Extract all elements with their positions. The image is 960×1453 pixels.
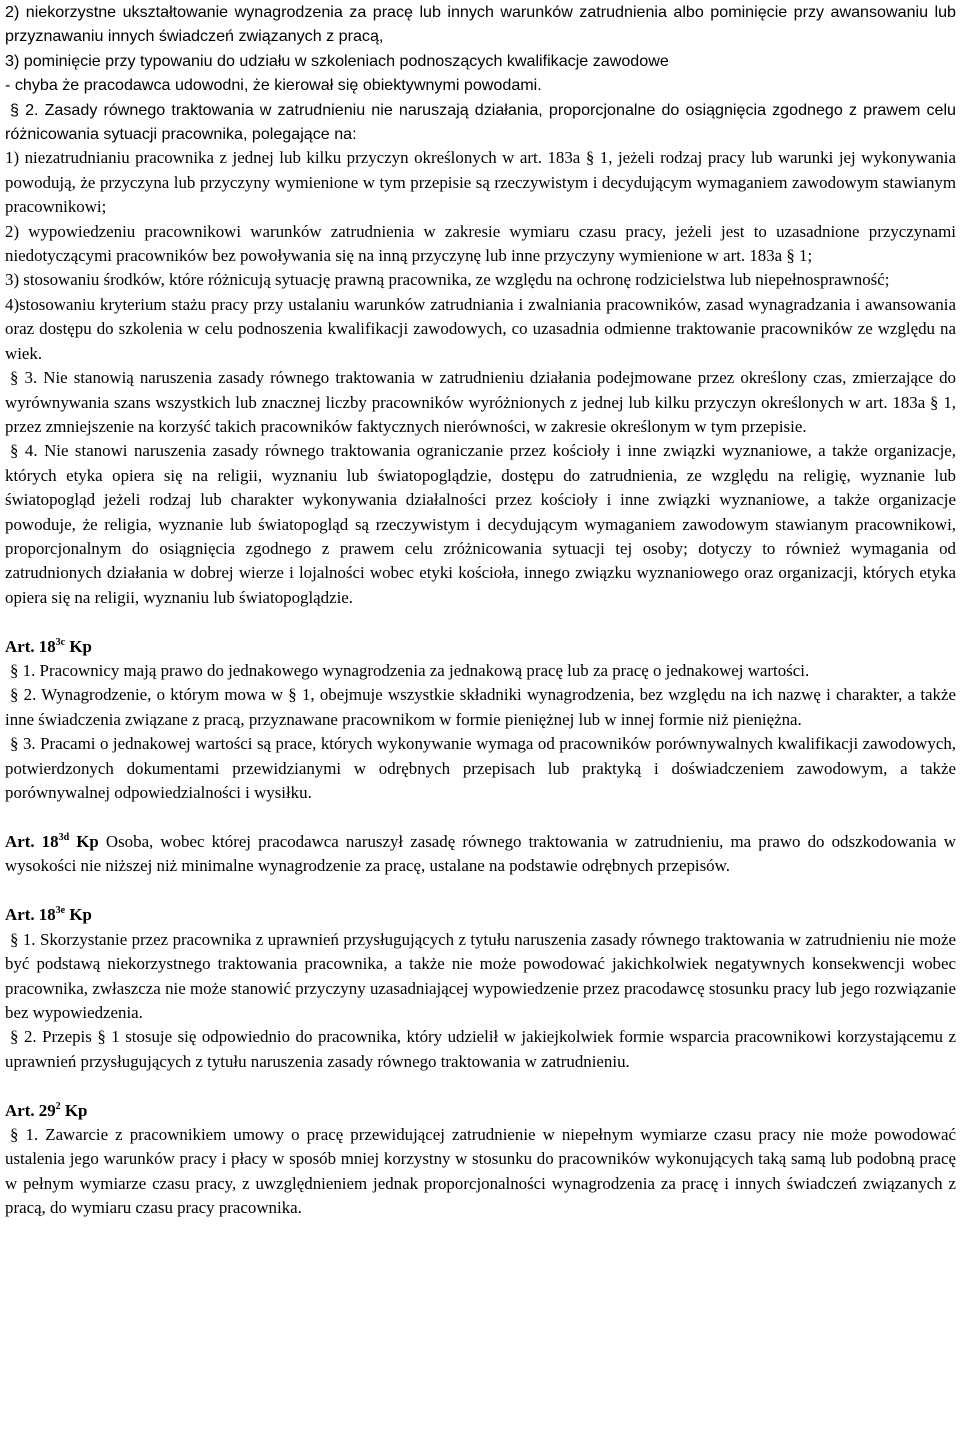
document-page [5,0,956,1221]
paragraph-section-2-point-2: 2) wypowiedzeniu pracownikowi warunków zatrudnienia w zakresie wymiaru czasu pracy, jeżeli jest to uzasadnione przyczynami niedotyczącymi pracowników bez powoływania się na inną przyczynę lub inne przyczyny wymienione w art. 183a § 1; [5,221,956,266]
paragraph-exception: - chyba że pracodawca udowodni, że kierował się obiektywnymi powodami. [5,76,542,95]
article-heading-18-3c: Art. $18^{3c}$ Kp [5,636,92,656]
paragraph-section-2-point-1: 1) niezatrudnianiu pracownika z jednej lub kilku przyczyn określonych w art. 183a § 1, jeżeli rodzaj pracy lub warunki jej wykonywania powodują, że przyczyna lub przyczyny wymienione w tym przepisie są rzeczywistym i decydującym wymaganiem zawodowym stawianym pracownikowi; [5,148,956,217]
article-29-2-section-1: § 1. Zawarcie z pracownikiem umowy o pracę przewidującej zatrudnienie w niepełnym wymiarze czasu pracy nie może powodować ustalenia jego warunków pracy i płacy w sposób mniej korzystny w stosunku do pracowników wykonujących taką samą lub podobną pracę w pełnym wymiarze czasu pracy, z uwzględnieniem jednak proporcjonalności wynagrodzenia za pracę i innych świadczeń związanych z pracą, do wymiaru czasu pracy pracownika. [5,1125,956,1218]
article-18-3c-section-2: § 2. Wynagrodzenie, o którym mowa w § 1, obejmuje wszystkie składniki wynagrodzenia, bez względu na ich nazwę i charakter, a także inne świadczenia związane z pracą, przyznawane pracownikom w formie pieniężnej lub w innej formie niż pieniężna. [5,685,956,729]
article-18-3c-section-3: § 3. Pracami o jednakowej wartości są prace, których wykonywanie wymaga od pracowników porównywalnych kwalifikacji zawodowych, potwierdzonych dokumentami przewidzianymi w odrębnych przepisach lub praktyką i doświadczeniem zawodowym, a także porównywalnej odpowiedzialności i wysiłku. [5,734,956,803]
paragraph-section-4: § 4. Nie stanowi naruszenia zasady równego traktowania ograniczanie przez kościoły i inne związki wyznaniowe, a także organizacje, których etyka opiera się na religii, wyznaniu lub światopoglądzie, dostępu do zatrudnienia, ze względu na religię, wyznanie lub światopogląd jeżeli rodzaj lub charakter wykonywania działalności przez kościoły i inne związki wyznaniowe, a także organizacje powoduje, że religia, wyznanie lub światopogląd są rzeczywistym i decydującym wymaganiem zawodowym stawianym pracownikowi, proporcjonalnym do osiągnięcia zgodnego z prawem celu zróżnicowania sytuacji tej osoby; dotyczy to również wymagania od zatrudnionych działania w dobrej wierze i lojalności wobec etyki kościoła, innego związku wyznaniowego oraz organizacji, których etyka opiera się na religii, wyznaniu lub światopoglądzie. [5,441,956,607]
paragraph-point-3: 3) pominięcie przy typowaniu do udziału w szkoleniach podnoszących kwalifikacje zawodowe [5,51,669,70]
paragraph-section-2-point-4: 4)stosowaniu kryterium stażu pracy przy ustalaniu warunków zatrudniania i zwalniania pracowników, zasad wynagradzania i awansowania oraz dostępu do szkolenia w celu podnoszenia kwalifikacji zawodowych, co uzasadnia odmienne traktowanie pracowników ze względu na wiek. [5,294,956,363]
paragraph-section-2: § 2. Zasady równego traktowania w zatrudnieniu nie naruszają działania, proporcjonalne do osiągnięcia zgodnego z prawem celu różnicowania sytuacji pracownika, polegające na: [5,100,956,144]
paragraph-section-2-point-3: 3) stosowaniu środków, które różnicują sytuację prawną pracownika, ze względu na ochronę rodzicielstwa lub niepełnosprawność; [5,270,890,290]
article-18-3e-section-2: § 2. Przepis § 1 stosuje się odpowiednio do pracownika, który udzielił w jakiejkolwiek formie wsparcia pracownikowi korzystającemu z uprawnień przysługujących z tytułu naruszenia zasady równego traktowania w zatrudnieniu. [5,1027,956,1071]
article-18-3d-text: Osoba, wobec której pracodawca naruszył zasadę równego traktowania w zatrudnieniu, ma prawo do odszkodowania w wysokości nie niższej niż minimalne wynagrodzenie za pracę, ustalane na podstawie odrębnych przepisów. [5,832,956,876]
article-18-3e-section-1: § 1. Skorzystanie przez pracownika z uprawnień przysługujących z tytułu naruszenia zasady równego traktowania w zatrudnieniu nie może być podstawą niekorzystnego traktowania pracownika, a także nie może powodować jakichkolwiek negatywnych konsekwencji wobec pracownika, zwłaszcza nie może stanowić przyczyny uzasadniającej wypowiedzenie przez pracodawcę stosunku pracy lub jego rozwiązanie bez wypowiedzenia. [5,929,956,1022]
paragraph-point-2: 2) niekorzystne ukształtowanie wynagrodzenia za pracę lub innych warunków zatrudnienia albo pominięcie przy awansowaniu lub przyznawaniu innych świadczeń związanych z pracą, [5,3,956,46]
article-heading-18-3e: Art. $18^{3e}$ Kp [5,905,92,925]
article-18-3d [5,830,956,879]
article-heading-29-2: Art. $29^2$ Kp [5,1100,88,1120]
article-heading-18-3d: Art. $18^{3d}$ Kp [5,832,99,851]
article-18-3c-section-1: § 1. Pracownicy mają prawo do jednakowego wynagrodzenia za jednakową pracę lub za pracę o jednakowej wartości. [10,661,810,681]
paragraph-section-3: § 3. Nie stanowią naruszenia zasady równego traktowania w zatrudnieniu działania podejmowane przez określony czas, zmierzające do wyrównywania szans wszystkich lub znacznej liczby pracowników wyróżnionych z jednej lub kilku przyczyn określonych w art. 183a § 1, przez zmniejszenie na korzyść takich pracowników faktycznych nierówności, w zakresie określonym w tym przepisie. [5,368,956,436]
